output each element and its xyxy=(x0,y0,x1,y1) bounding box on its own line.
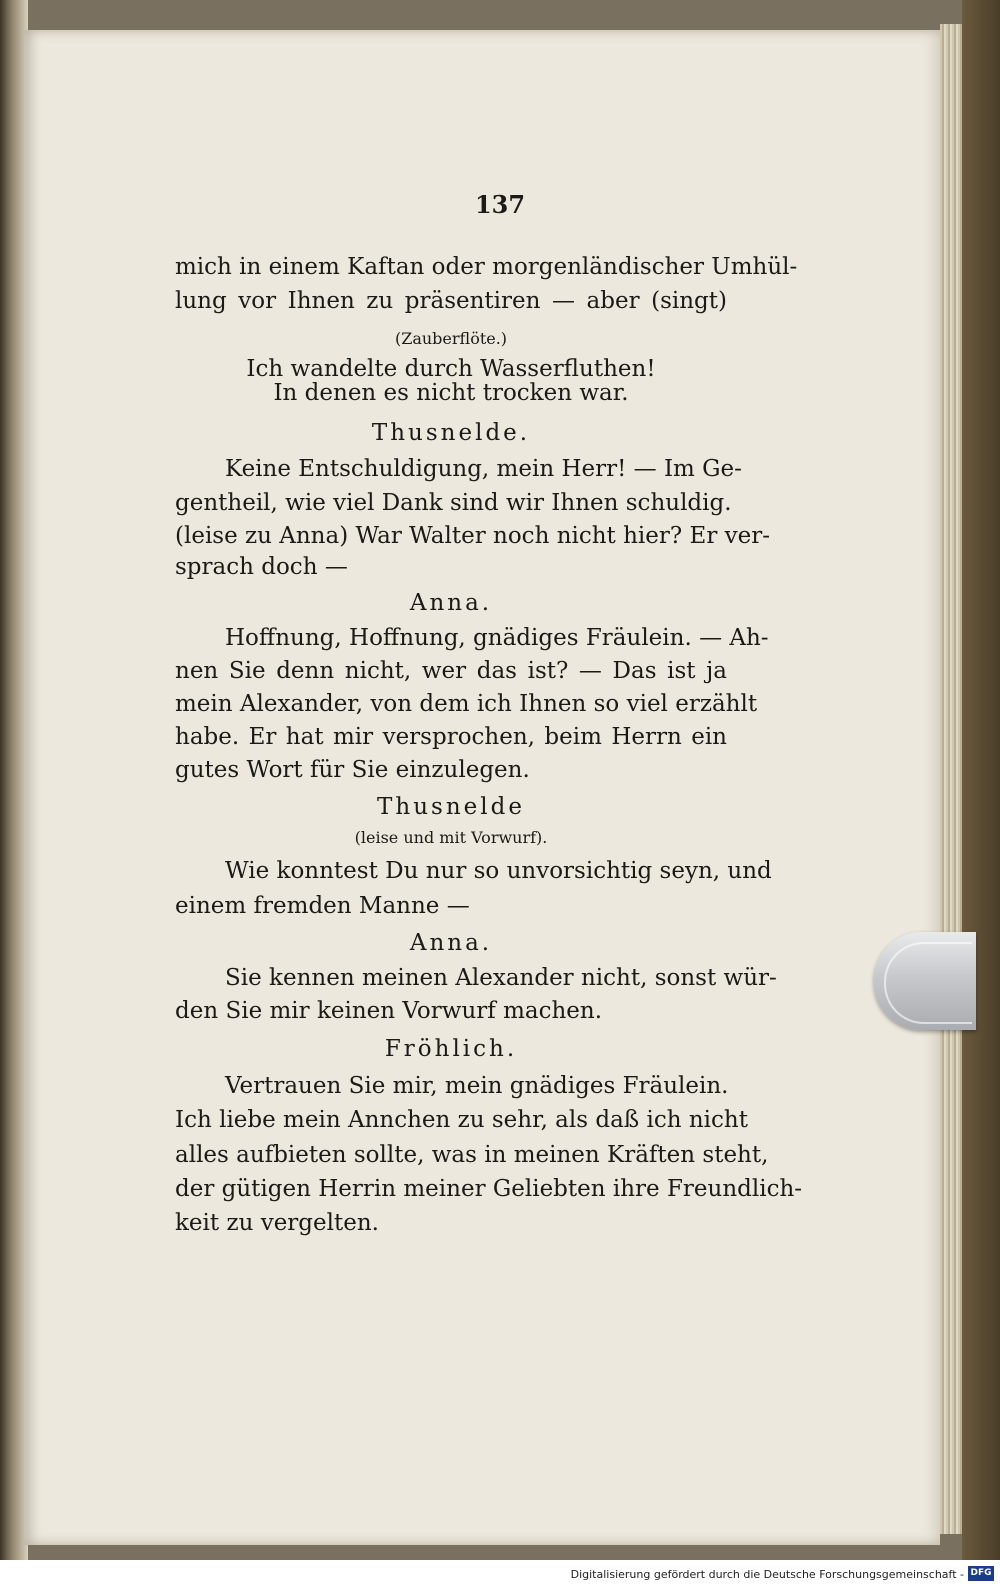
speaker-name: Fröhlich. xyxy=(384,1036,518,1062)
stage-direction: (Zauberflöte.) xyxy=(394,329,508,348)
text-line: Vertrauen Sie mir, mein gnädiges Fräulein. xyxy=(225,1073,729,1099)
text-line: den Sie mir keinen Vorwurf machen. xyxy=(175,998,603,1024)
song-line: In denen es nicht trocken war. xyxy=(273,380,629,406)
stage-direction: (leise und mit Vorwurf). xyxy=(354,828,548,847)
speaker-name: Thusnelde. xyxy=(371,420,531,446)
book-cover-edge xyxy=(962,0,1000,1560)
text-line: der gütigen Herrin meiner Geliebten ihre Freundlich- xyxy=(175,1176,803,1202)
speaker-name: Thusnelde xyxy=(377,794,525,820)
text-line: Ich liebe mein Annchen zu sehr, als daß ich nicht xyxy=(175,1107,748,1133)
text-line: mein Alexander, von dem ich Ihnen so viel erzählt xyxy=(175,691,758,717)
text-line: Wie konntest Du nur so unvorsichtig seyn, und xyxy=(225,858,772,884)
text-line: habe. Er hat mir versprochen, beim Herrn ein xyxy=(175,724,727,750)
speaker-name: Anna. xyxy=(409,590,493,616)
text-line: nen Sie denn nicht, wer das ist? — Das ist ja xyxy=(175,658,727,684)
footer-bar xyxy=(0,1560,1000,1588)
text-line: alles aufbieten sollte, was in meinen Kräften steht, xyxy=(175,1142,769,1168)
text-line: gutes Wort für Sie einzulegen. xyxy=(175,757,530,783)
dfg-logo: DFG xyxy=(968,1566,994,1581)
page-clip xyxy=(874,932,976,1030)
speaker-name: Anna. xyxy=(409,930,493,956)
text-line: gentheil, wie viel Dank sind wir Ihnen schuldig. xyxy=(175,490,732,516)
text-line: mich in einem Kaftan oder morgenländischer Umhül- xyxy=(175,254,798,280)
text-line: Hoffnung, Hoffnung, gnädiges Fräulein. — Ah- xyxy=(225,625,769,651)
text-line: einem fremden Manne — xyxy=(175,893,470,919)
page-number: 137 xyxy=(474,190,526,219)
text-line: sprach doch — xyxy=(175,554,348,580)
text-line: Sie kennen meinen Alexander nicht, sonst wür- xyxy=(225,965,777,991)
text-line: Keine Entschuldigung, mein Herr! — Im Ge- xyxy=(225,456,742,482)
text-line: keit zu vergelten. xyxy=(175,1210,379,1236)
song-line: Ich wandelte durch Wasserfluthen! xyxy=(246,356,656,382)
text-line: (leise zu Anna) War Walter noch nicht hier? Er ver- xyxy=(175,523,770,549)
footer-credit: Digitalisierung gefördert durch die Deutsche Forschungsgemeinschaft - xyxy=(570,1568,964,1581)
text-line: lung vor Ihnen zu präsentiren — aber (singt) xyxy=(175,288,727,314)
